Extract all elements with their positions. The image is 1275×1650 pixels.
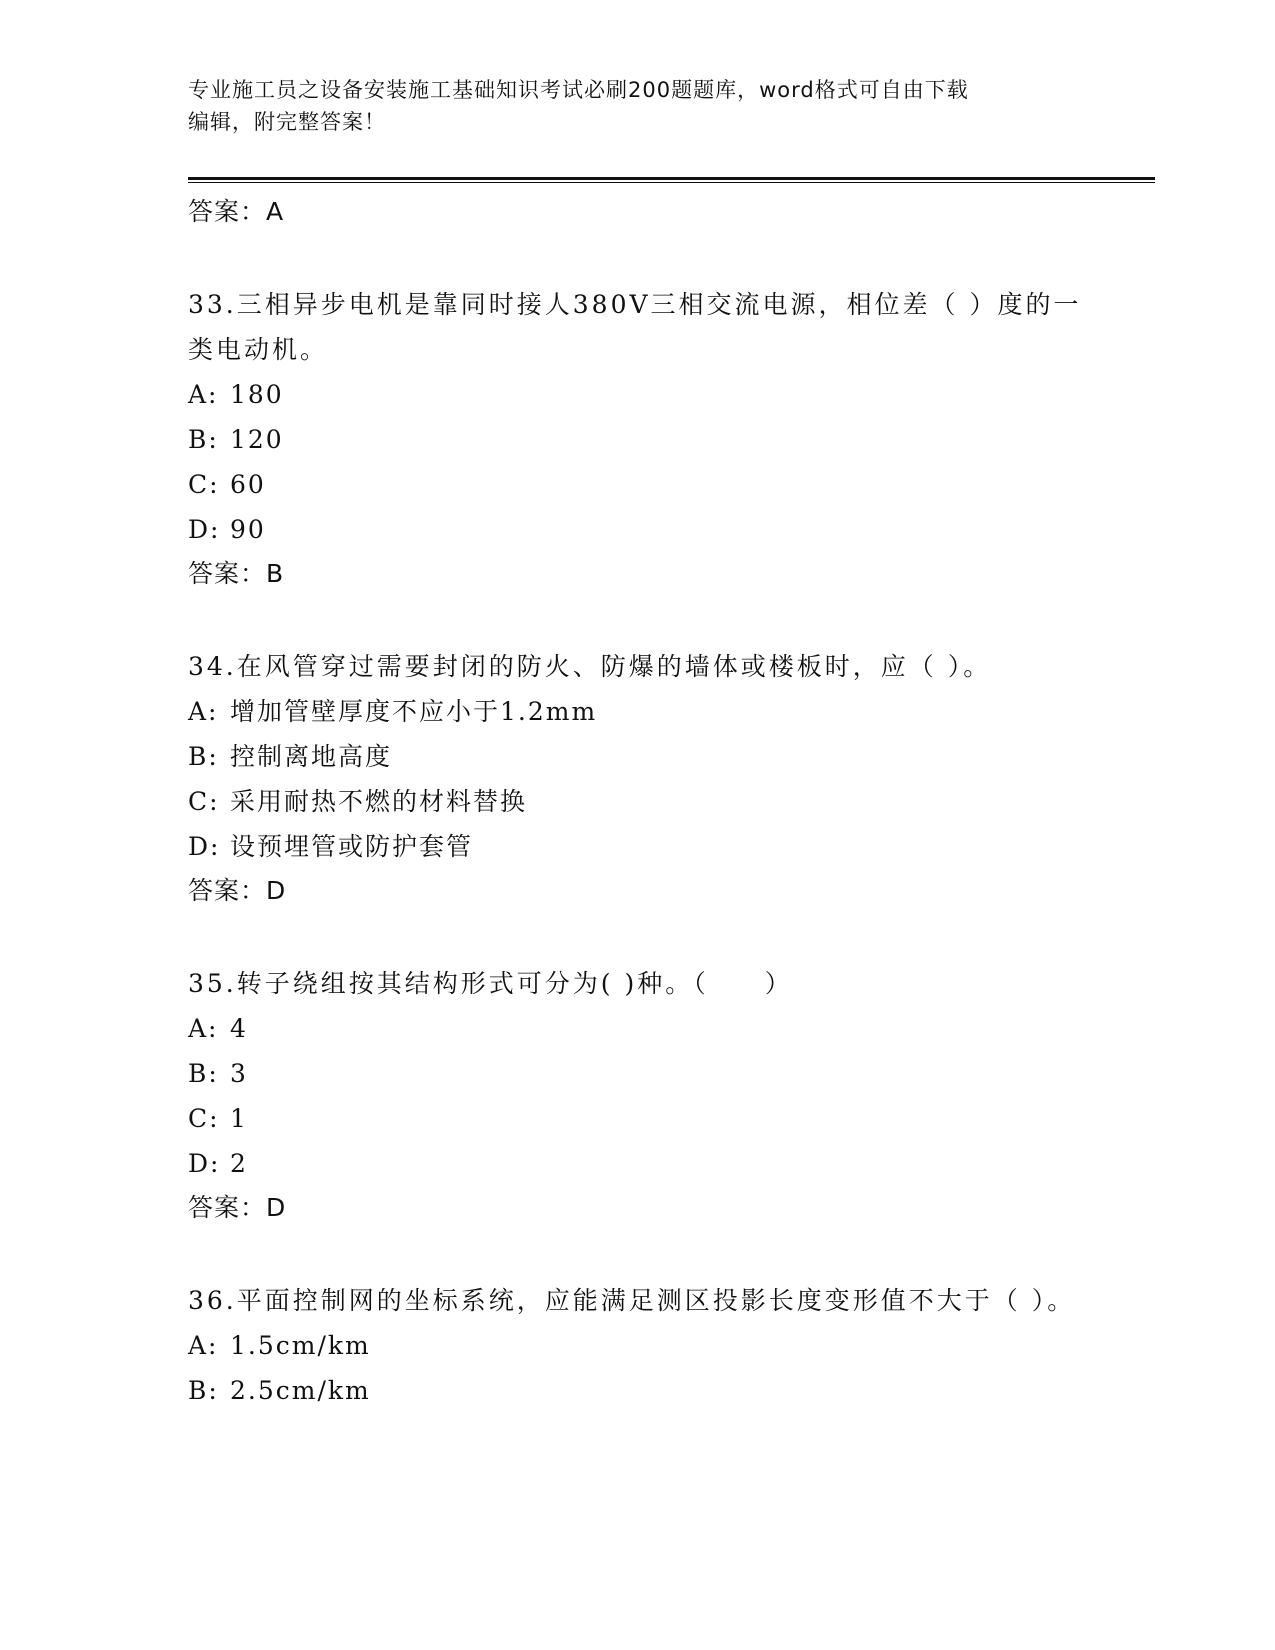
option-text: 2 [230,1149,248,1178]
option-b [188,1368,1088,1413]
option-a [188,1006,1088,1051]
option-text: 180 [230,380,284,409]
header-rule-thin [188,182,1155,183]
answer-previous: 答案：A [188,197,285,226]
option-b [188,417,1088,462]
option-key: C: [188,787,220,816]
option-key: A: [188,697,219,726]
option-a [188,689,1088,734]
option-text: 4 [230,1014,248,1043]
option-text: 3 [230,1059,248,1088]
option-b [188,1051,1088,1096]
option-text: 90 [230,515,266,544]
option-c [188,779,1088,824]
option-key: C: [188,470,220,499]
option-text: 增加管壁厚度不应小于1.2mm [230,697,598,726]
option-text: 1.5cm/km [230,1331,371,1360]
option-key: D: [188,1149,221,1178]
option-key: A: [188,380,219,409]
option-key: B: [188,425,219,454]
option-key: B: [188,1376,219,1405]
spacer [188,1230,1088,1278]
option-a [188,1323,1088,1368]
option-text: 采用耐热不燃的材料替换 [230,787,528,816]
option-a [188,372,1088,417]
question-33 [188,282,1088,596]
option-d [188,824,1088,869]
option-text: 2.5cm/km [230,1376,371,1405]
option-key: A: [188,1014,219,1043]
spacer [188,234,1088,282]
spacer [188,596,1088,644]
option-key: A: [188,1331,219,1360]
option-d [188,1141,1088,1186]
option-c [188,1096,1088,1141]
question-list [188,190,1088,1413]
question-36 [188,1278,1088,1413]
header-line-2: 编辑，附完整答案！ [188,110,386,134]
document-header [188,74,1068,138]
header-rule-thick [188,177,1155,180]
option-key: D: [188,515,221,544]
option-b [188,734,1088,779]
question-stem: 33.三相异步电机是靠同时接人380V三相交流电源，相位差（ ）度的一类电动机。 [188,290,1082,364]
option-text: 1 [230,1104,248,1133]
option-key: B: [188,1059,219,1088]
question-stem: 36.平面控制网的坐标系统，应能满足测区投影长度变形值不大于（ ）。 [188,1286,1076,1315]
answer-line: 答案：D [188,1193,287,1222]
option-text: 120 [230,425,284,454]
spacer [188,913,1088,961]
question-stem: 34.在风管穿过需要封闭的防火、防爆的墙体或楼板时，应（ ）。 [188,652,992,681]
option-d [188,507,1088,552]
option-text: 控制离地高度 [230,742,393,771]
answer-line: 答案：B [188,559,285,588]
question-34 [188,644,1088,913]
option-key: C: [188,1104,220,1133]
option-text: 60 [230,470,266,499]
option-c [188,462,1088,507]
answer-line: 答案：D [188,876,287,905]
question-35 [188,961,1088,1230]
option-text: 设预埋管或防护套管 [230,832,474,861]
option-key: D: [188,832,221,861]
option-key: B: [188,742,219,771]
header-line-1: 专业施工员之设备安装施工基础知识考试必刷200题题库，word格式可自由下载 [188,78,969,102]
question-stem: 35.转子绕组按其结构形式可分为( )种。（ ） [188,969,793,998]
